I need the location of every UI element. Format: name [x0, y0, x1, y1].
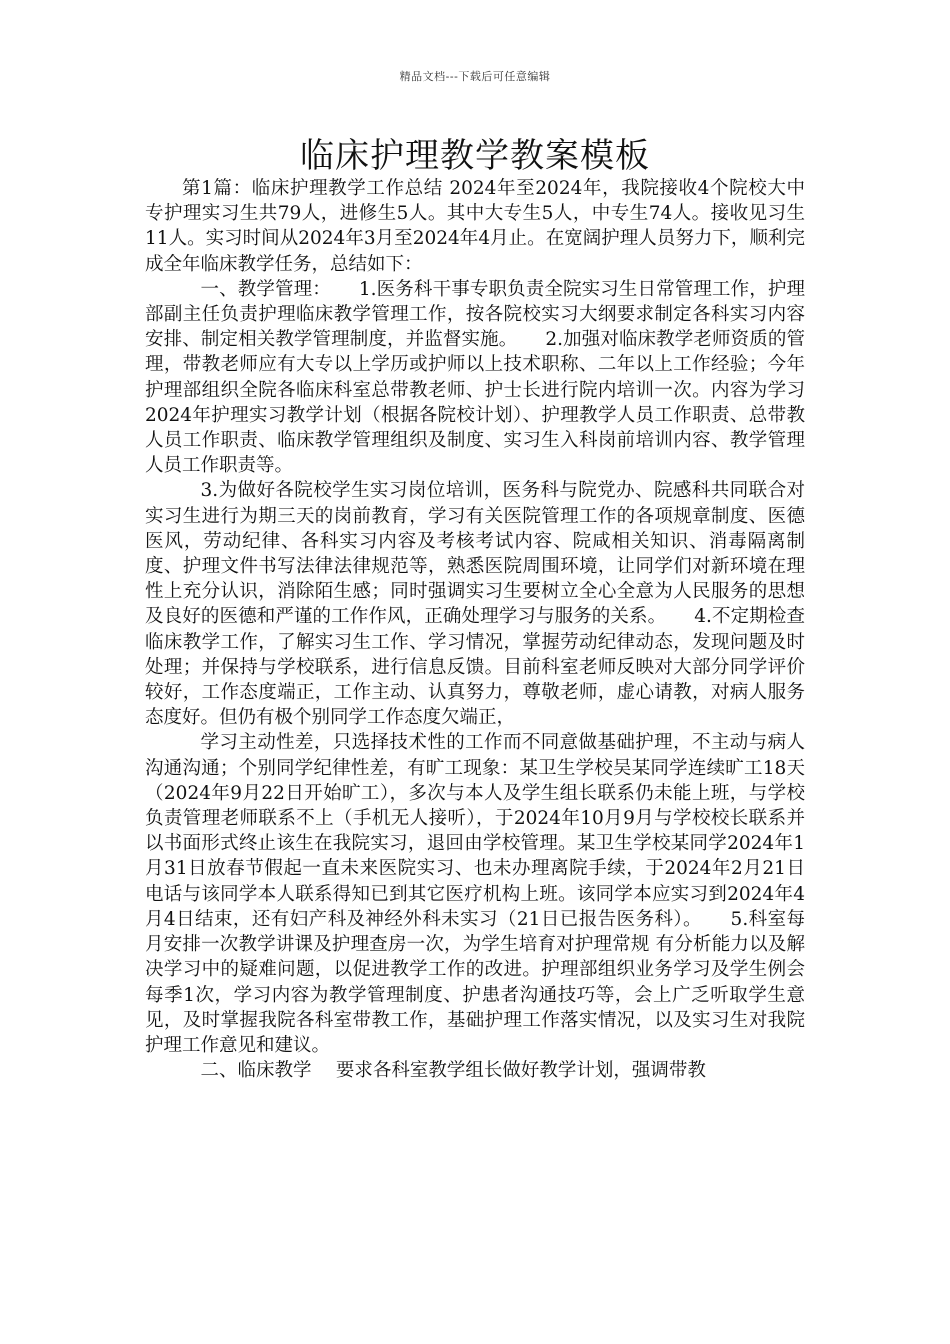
header-note: 精品文档---下载后可任意编辑 [399, 70, 551, 83]
paragraph-teaching-management: 一、教学管理： 1.医务科干事专职负责全院实习生日常管理工作，护理部副主任负责护理临床教学管理工作，按各院校实习大纲要求制定各科实习内容安排、制定相关教学管理制度，并监督实施。 2.加强对临床教学老师资质的管理，带教老师应有大专以上学历或护师以上技术职称、二年以上工作经验；今年护理部组织全院各临床科室总带教老师、护士长进行院内培训一次。内容为学习2024年护理实习教学计划（根据各院校计划）、护理教学人员工作职责、总带教人员工作职责、临床教学管理组织及制度、实习生入科岗前培训内容、教学管理人员工作职责等。 [145, 278, 805, 477]
paragraph-intro: 第1篇：临床护理教学工作总结 2024年至2024年，我院接收4个院校大中专护理实习生共79人，进修生5人。其中大专生5人，中专生74人。接收见习生11人。实习时间从2024年3月至2024年4月止。在宽阔护理人员努力下，顺利完成全年临床教学任务，总结如下： [145, 178, 805, 275]
document-body [145, 176, 805, 1083]
paragraph-clinical-teaching: 二、临床教学 要求各科室教学组长做好教学计划，强调带教 [200, 1060, 706, 1082]
paragraph-student-discipline: 学习主动性差，只选择技术性的工作而不同意做基础护理，不主动与病人沟通沟通；个别同学纪律性差，有旷工现象：某卫生学校吴某同学连续旷工18天（2024年9月22日开始旷工），多次与本人及学生组长联系仍未能上班，与学校负责管理老师联系不上（手机无人接听），于2024年10月9月与学校校长联系并以书面形式终止该生在我院实习，退回由学校管理。某卫生学校某同学2024年1月31日放春节假起一直未来医院实习、也未办理离院手续，于2024年2月21日电话与该同学本人联系得知已到其它医疗机构上班。该同学本应实习到2024年4月4日结束，还有妇产科及神经外科未实习（21日已报告医务科）。 5.科室每月安排一次教学讲课及护理查房一次，为学生培育对护理常规 有分析能力以及解决学习中的疑难问题，以促进教学工作的改进。护理部组织业务学习及学生例会每季1次，学习内容为教学管理制度、护患者沟通技巧等，会上广乏听取学生意见，及时掌握我院各科室带教工作，基础护理工作落实情况，以及实习生对我院护理工作意见和建议。 [145, 732, 805, 1056]
paragraph-pre-job-training: 3.为做好各院校学生实习岗位培训，医务科与院党办、院感科共同联合对实习生进行为期三天的岗前教育，学习有关医院管理工作的各项规章制度、医德医风，劳动纪律、各科实习内容及考核考试内容、院咸相关知识、消毒隔离制度、护理文件书写法律法律规范等，熟悉医院周围环境，让同学们对新环境在理性上充分认识，消除陌生感；同时强调实习生要树立全心全意为人民服务的思想及良好的医德和严谨的工作作风，正确处理学习与服务的关系。 4.不定期检查临床教学工作，了解实习生工作、学习情况，掌握劳动纪律动态，发现问题及时处理；并保持与学校联系，进行信息反馈。目前科室老师反映对大部分同学评价较好，工作态度端正，工作主动、认真努力，尊敬老师，虚心请教，对病人服务态度好。但仍有极个别同学工作态度欠端正， [145, 480, 805, 729]
document-title: 临床护理教学教案模板 [300, 136, 650, 176]
